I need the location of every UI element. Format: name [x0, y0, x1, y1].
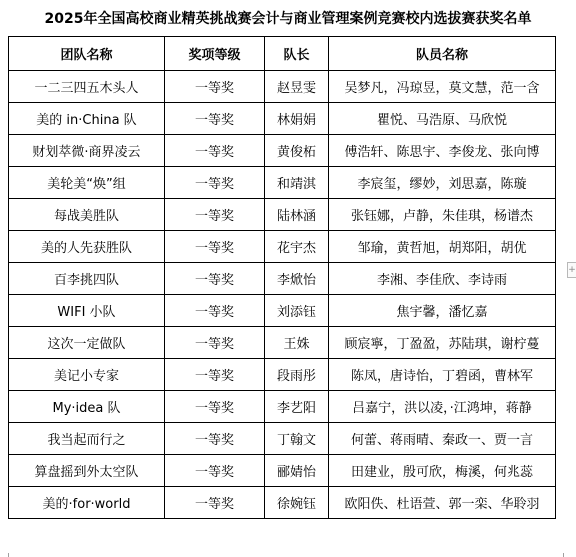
captain-cell: 林娟娟 [265, 103, 329, 135]
members-cell: 李宸玺，缪妙，刘思嘉，陈璇 [329, 167, 556, 199]
table-row [9, 327, 556, 359]
table-row [9, 199, 556, 231]
team-name-cell: 美的 in·China 队 [9, 103, 165, 135]
corner-mark-left [8, 553, 17, 557]
captain-cell: 陆林涵 [265, 199, 329, 231]
header-members: 队员名称 [329, 37, 556, 71]
captain-cell: 刘添钰 [265, 295, 329, 327]
header-team: 团队名称 [9, 37, 165, 71]
team-name-cell: 美的人先获胜队 [9, 231, 165, 263]
team-name-cell: 一二三四五木头人 [9, 71, 165, 103]
table-row [9, 231, 556, 263]
award-level-cell: 一等奖 [165, 391, 265, 423]
table-row [9, 391, 556, 423]
captain-cell: 段雨彤 [265, 359, 329, 391]
table-header-row [9, 37, 556, 71]
team-name-cell: 美的·for·world [9, 487, 165, 519]
captain-cell: 花宇杰 [265, 231, 329, 263]
corner-mark-right [555, 553, 564, 557]
captain-cell: 郦婧怡 [265, 455, 329, 487]
captain-cell: 和靖淇 [265, 167, 329, 199]
page-title: 2025年全国高校商业精英挑战赛会计与商业管理案例竞赛校内选拔赛获奖名单 [44, 11, 532, 27]
members-cell: 田建业，殷可欣，梅溪，何兆蕊 [329, 455, 556, 487]
award-level-cell: 一等奖 [165, 455, 265, 487]
table-row [9, 295, 556, 327]
captain-cell: 李焮怡 [265, 263, 329, 295]
award-level-cell: 一等奖 [165, 167, 265, 199]
members-cell: 欧阳佚、杜语萱、郭一栾、华聆羽 [329, 487, 556, 519]
captain-cell: 丁翰文 [265, 423, 329, 455]
captain-cell: 黄俊柘 [265, 135, 329, 167]
table-row [9, 455, 556, 487]
members-cell: 何蕾、蒋雨晴、秦政一、贾一言 [329, 423, 556, 455]
team-name-cell: WIFI 小队 [9, 295, 165, 327]
award-level-cell: 一等奖 [165, 263, 265, 295]
table-row [9, 167, 556, 199]
members-cell: 傅浩轩、陈思宇、李俊龙、张向博 [329, 135, 556, 167]
table-move-handle-icon[interactable]: + [567, 262, 576, 278]
award-level-cell: 一等奖 [165, 423, 265, 455]
table-row [9, 71, 556, 103]
members-cell: 邹瑜，黄哲旭，胡郑阳，胡优 [329, 231, 556, 263]
members-cell: 瞿悦、马浩原、马欣悦 [329, 103, 556, 135]
award-level-cell: 一等奖 [165, 71, 265, 103]
captain-cell: 李艺阳 [265, 391, 329, 423]
team-name-cell: 美记小专家 [9, 359, 165, 391]
team-name-cell: 财划萃微·商界凌云 [9, 135, 165, 167]
members-cell: 吕嘉宁，洪以凌，·江鸿坤，蒋静 [329, 391, 556, 423]
table-body [9, 71, 556, 519]
header-captain: 队长 [265, 37, 329, 71]
table-row [9, 135, 556, 167]
award-level-cell: 一等奖 [165, 327, 265, 359]
award-level-cell: 一等奖 [165, 199, 265, 231]
award-level-cell: 一等奖 [165, 295, 265, 327]
table-row [9, 359, 556, 391]
team-name-cell: 百李挑四队 [9, 263, 165, 295]
table-row [9, 263, 556, 295]
team-name-cell: 我当起而行之 [9, 423, 165, 455]
award-level-cell: 一等奖 [165, 135, 265, 167]
team-name-cell: 算盘摇到外太空队 [9, 455, 165, 487]
table-row [9, 487, 556, 519]
team-name-cell: 这次一定做队 [9, 327, 165, 359]
award-level-cell: 一等奖 [165, 487, 265, 519]
captain-cell: 赵昱雯 [265, 71, 329, 103]
members-cell: 张钰娜，卢静，朱佳琪，杨谱杰 [329, 199, 556, 231]
team-name-cell: My·idea 队 [9, 391, 165, 423]
members-cell: 李湘、李佳欣、李诗雨 [329, 263, 556, 295]
award-level-cell: 一等奖 [165, 359, 265, 391]
awards-table [8, 36, 556, 519]
members-cell: 焦宇馨，潘忆嘉 [329, 295, 556, 327]
award-level-cell: 一等奖 [165, 103, 265, 135]
members-cell: 陈凤，唐诗怡，丁碧函，曹林军 [329, 359, 556, 391]
team-name-cell: 每战美胜队 [9, 199, 165, 231]
award-level-cell: 一等奖 [165, 231, 265, 263]
captain-cell: 王姝 [265, 327, 329, 359]
members-cell: 吴梦凡，冯琼昱，莫文慧，范一含 [329, 71, 556, 103]
team-name-cell: 美轮美“焕”组 [9, 167, 165, 199]
table-row [9, 103, 556, 135]
header-level: 奖项等级 [165, 37, 265, 71]
captain-cell: 徐婉钰 [265, 487, 329, 519]
table-row [9, 423, 556, 455]
members-cell: 顾宸寧，丁盈盈，苏陆琪，谢柠蔓 [329, 327, 556, 359]
